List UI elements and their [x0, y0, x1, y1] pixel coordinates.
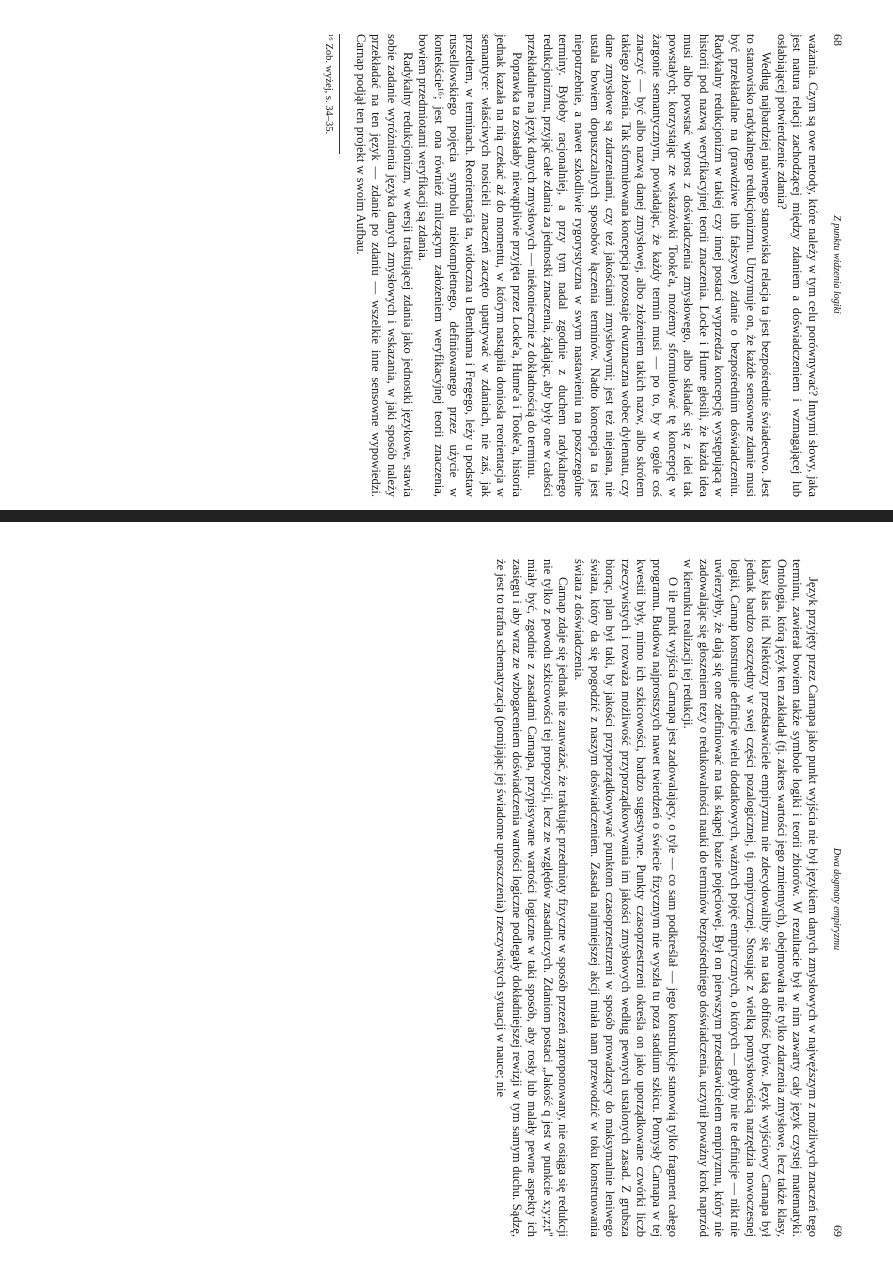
page-number: 68	[831, 34, 845, 46]
running-head: Dwa dogmaty empiryzmu	[831, 847, 842, 951]
page-number: 69	[831, 1225, 845, 1237]
paragraph: Carnap zdaje się jednak nie zauważać, że traktując przedmioty fizyczne w sposób przezeń zaproponowany, nie osiąga się redukcji nie tylko z powodu szkicowości tej propozycji, lecz ze względów zasadniczych. Zdaniom postaci „Jakość q jest w punkcie x;y;z;t" miały być, zgodnie z zasadami Carnapa, przypisywane wartości logiczne w taki sposób, aby rosły lub malały pewne aspekty ich zasięgu i aby wraz ze wzbogaceniem doświadczenia wartości logiczne podlegały dokładniejszej rewizji w tym samym duchu. Sądzę, że jest to trafna schematyzacja (pomijając jej świadome uproszczenia) rzeczywistych sytuacji w nauce; nie	[494, 559, 571, 1237]
page-69-content	[10, 553, 845, 1243]
page-header	[830, 559, 845, 1237]
paragraph: Język przyjęty przez Carnapa jako punkt wyjścia nie był językiem danych zmysłowych w najwęższym z możliwych znaczeń tego terminu, zawierał bowiem także symbole logiki i teorii zbiorów. W rezultacie był w nim zawarty cały język czystej matematyki. Ontologia, którą język ten zakładał (tj. zakres wartości jego zmiennych), obejmowała nie tylko zdarzenia zmysłowe, lecz także klasy, klasy klas itd. Niektórzy przedstawiciele empiryzmu nie zdecydowaliby się na taką obfitość bytów. Język wyjściowy Carnapa był jednak bardzo oszczędny w swej części pozalogicznej, tj. empirycznej. Stosując z wielką pomysłowością narzędzia nowoczesnej logiki, Carnap konstruuje definicje wielu dodatkowych, ważnych pojęć empirycznych, o których — gdyby nie te definicje — nikt nie uwierzyłby, że dają się one zdefiniować na tak skąpej bazie pojęciowej. Był on pierwszym przedstawicielem empiryzmu, który nie zadowalając się głoszeniem tezy o redukowalności nauki do terminów bezpośredniego doświadczenia, uczynił poważny krok naprzód w kierunku realizacji tej redukcji.	[681, 559, 820, 1237]
page-header	[830, 34, 845, 497]
paragraph: Radykalny redukcjonizm, w wersji traktującej zdania jako jednostki językowe, stawia sobie zadanie wyróżnienia języka danych zmysłowych i wskazania, w jaki sposób należy przekładać na ten język — zdanie po zdaniu — wszelkie inne sensowne wypowiedzi. Carnap podjął ten projekt w swoim Aufbau.	[353, 34, 415, 497]
paragraph: Poprawka ta zostałaby niewątpliwie przyjęta przez Locke'a, Hume'a i Tooke'a, historia jednak kazała na nią czekać aż do momentu, w którym nastąpiła doniosła reorientacja w semantyce: właściwych nosicieli znaczeń zaczęto upatrywać w zdaniach, nie zaś, jak przedtem, w terminach. Reorientacja ta, widoczna u Benthama i Fregego, leży u podstaw russellowskiego pojęcia symbolu niekompletnego, definiowanego przez użycie w kontekście¹⁶; jest ona również milczącym założeniem weryfikacyjnej teorii znaczenia, bowiem przedmiotami weryfikacji są zdania.	[416, 34, 524, 497]
paragraph: Według najbardziej naiwnego stanowiska relacja ta jest bezpośrednie świadectwo. Jest to stanowisko radykalnego redukcjonizmu. Utrzymuje on, że każde sensowne zdanie musi być przekładalne na (prawdziwe lub fałszywe) zdanie o bezpośrednim doświadczeniu. Radykalny redukcjonizm w takiej czy innej postaci wyprzedza koncepcję występującą w historii pod nazwą weryfikacyjnej teorii znaczenia. Locke i Hume głosili, że każda idea musi albo powstać wprost z doświadczenia zmysłowego, albo składać się z idei tak powstałych; korzystając ze wskazówki Tooke'a, możemy sformułować tę koncepcję w żargonie semantycznym, powiadając, że każdy termin musi — po to, by w ogóle coś znaczyć — być albo nazwą danej zmysłowej, albo złożeniem takich nazw, albo skrótem takiego złożenia. Tak sformułowana koncepcja pozostaje dwuznaczna wobec dylematu, czy dane zmysłowe są zdarzeniami, czy też jakościami zmysłowymi; jest też niejasna, nie ustala bowiem dopuszczalnych sposobów łączenia terminów. Nadto koncepcja ta jest niepotrzebnie, a nawet szkodliwie rygorystyczna w swym nastawieniu na poszczególne terminy. Byłoby racjonalniej, a przy tym nadal zgodnie z duchem radykalnego redukcjonizmu, przyjąć całe zdania za jednostki znaczenia, żądając, aby były one w całości przekładalne na język danych zmysłowych — niekoniecznie z dokładnością do terminu.	[525, 34, 774, 497]
footnote: ¹⁶ Zob. wyżej, s. 34–35.	[323, 34, 335, 135]
running-head: Z punktu widzenia logiki	[831, 215, 842, 314]
page-68-content	[10, 28, 845, 503]
paragraph: ważania. Czym są owe metody, które należy w tym celu porównywać? Innymi słowy, jaka jest natura relacji zachodzącej między zdaniem a doświadczeniem i wzmagającej lub osłabiającej potwierdzenie zdania?	[774, 34, 820, 497]
gutter-divider	[0, 510, 893, 522]
paragraph: O ile punkt wyjścia Carnapa jest zadowalający, o tyle — co sam podkreślał — jego konstrukcje stanowią tylko fragment całego programu. Budowa najprostszych nawet twierdzeń o świecie fizycznym nie wyszła tu poza stadium szkicu. Pomysły Carnapa w tej kwestii były, mimo ich szkicowości, bardzo sugestywne. Punkty czasoprzestrzeni określa on jako uporządkowane czwórki liczb rzeczywistych i rozważa możliwość przyporządkowywania im jakości zmysłowych według pewnych ustalonych zasad. Z grubsza biorąc, plan był taki, by jakości przyporządkowywać punktom czasoprzestrzeni w sposób prowadzący do maksymalnie leniwego świata, który da się pogodzić z naszym doświadczeniem. Zasada najmniejszej akcji miała nam przewodzić w toku konstruowania świata z doświadczenia.	[572, 559, 680, 1237]
footnote-rule	[339, 34, 340, 154]
page-69	[0, 535, 893, 1263]
page-68	[0, 0, 893, 510]
